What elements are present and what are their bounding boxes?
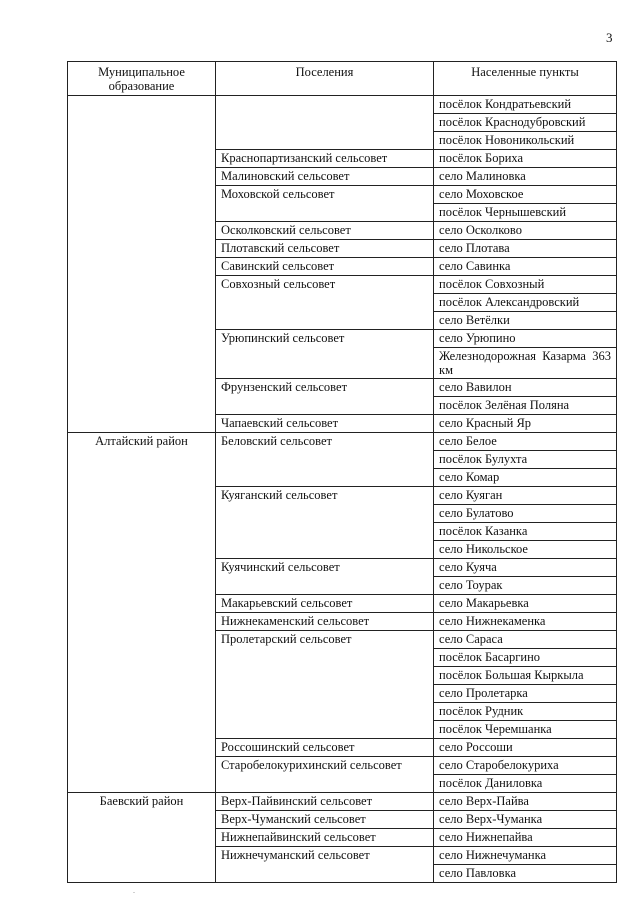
- locality-cell: посёлок Рудник: [434, 703, 617, 721]
- settlement-cell: Малиновский сельсовет: [216, 168, 434, 186]
- locality-cell: село Малиновка: [434, 168, 617, 186]
- settlement-cell: Фрунзенский сельсовет: [216, 379, 434, 415]
- locality-cell: село Вавилон: [434, 379, 617, 397]
- locality-cell: село Савинка: [434, 258, 617, 276]
- locality-cell: посёлок Чернышевский: [434, 204, 617, 222]
- settlement-cell: Нижнекаменский сельсовет: [216, 613, 434, 631]
- locality-cell: село Никольское: [434, 541, 617, 559]
- locality-cell: посёлок Большая Кыркыла: [434, 667, 617, 685]
- locality-cell: Железнодорожная Казарма 363 км: [434, 348, 617, 379]
- locality-cell: посёлок Черемшанка: [434, 721, 617, 739]
- header-settlements: Поселения: [216, 62, 434, 96]
- table-row: [68, 793, 617, 811]
- locality-cell: село Моховское: [434, 186, 617, 204]
- locality-cell: село Нижнепайва: [434, 829, 617, 847]
- locality-cell: посёлок Булухта: [434, 451, 617, 469]
- footer-mark: .: [133, 886, 135, 895]
- settlement-cell: Куяганский сельсовет: [216, 487, 434, 559]
- locality-cell: село Ветёлки: [434, 312, 617, 330]
- settlement-cell: Куячинский сельсовет: [216, 559, 434, 595]
- locality-cell: посёлок Казанка: [434, 523, 617, 541]
- page-number: 3: [606, 30, 613, 45]
- locality-cell: посёлок Новоникольский: [434, 132, 617, 150]
- settlement-cell: Осколковский сельсовет: [216, 222, 434, 240]
- locality-cell: посёлок Басаргино: [434, 649, 617, 667]
- locality-cell: село Сараса: [434, 631, 617, 649]
- header-localities: Населенные пункты: [434, 62, 617, 96]
- settlement-cell: Совхозный сельсовет: [216, 276, 434, 330]
- settlement-cell: Россошинский сельсовет: [216, 739, 434, 757]
- locality-cell: село Куяча: [434, 559, 617, 577]
- locality-cell: село Нижнечуманка: [434, 847, 617, 865]
- locality-cell: село Верх-Чуманка: [434, 811, 617, 829]
- locality-cell: село Павловка: [434, 865, 617, 883]
- locality-cell: посёлок Кондратьевский: [434, 96, 617, 114]
- settlement-cell: Нижнепайвинский сельсовет: [216, 829, 434, 847]
- settlement-cell: Верх-Пайвинский сельсовет: [216, 793, 434, 811]
- settlement-cell: Верх-Чуманский сельсовет: [216, 811, 434, 829]
- settlement-cell: Старобелокурихинский сельсовет: [216, 757, 434, 793]
- municipality-cell: [68, 96, 216, 433]
- settlement-cell: Нижнечуманский сельсовет: [216, 847, 434, 883]
- table-header-row: [68, 62, 617, 96]
- locality-cell: посёлок Зелёная Поляна: [434, 397, 617, 415]
- locality-cell: село Россоши: [434, 739, 617, 757]
- settlement-cell: Савинский сельсовет: [216, 258, 434, 276]
- locality-cell: посёлок Совхозный: [434, 276, 617, 294]
- settlement-cell: Краснопартизанский сельсовет: [216, 150, 434, 168]
- locality-cell: посёлок Бориха: [434, 150, 617, 168]
- locality-cell: село Булатово: [434, 505, 617, 523]
- settlement-cell: Моховской сельсовет: [216, 186, 434, 222]
- locality-cell: село Нижнекаменка: [434, 613, 617, 631]
- settlement-cell: [216, 96, 434, 150]
- header-municipality: Муниципальное образование: [68, 62, 216, 96]
- settlement-cell: Макарьевский сельсовет: [216, 595, 434, 613]
- locality-cell: село Красный Яр: [434, 415, 617, 433]
- table-body: [68, 96, 617, 883]
- locality-cell: село Белое: [434, 433, 617, 451]
- table-row: [68, 96, 617, 114]
- municipality-cell: Баевский район: [68, 793, 216, 883]
- locality-cell: село Старобелокуриха: [434, 757, 617, 775]
- settlement-cell: Плотавский сельсовет: [216, 240, 434, 258]
- locality-cell: посёлок Даниловка: [434, 775, 617, 793]
- table-row: [68, 433, 617, 451]
- locality-cell: село Пролетарка: [434, 685, 617, 703]
- locality-cell: село Макарьевка: [434, 595, 617, 613]
- locality-cell: село Осколково: [434, 222, 617, 240]
- settlement-cell: Пролетарский сельсовет: [216, 631, 434, 739]
- municipality-cell: Алтайский район: [68, 433, 216, 793]
- locality-cell: село Урюпино: [434, 330, 617, 348]
- settlement-cell: Беловский сельсовет: [216, 433, 434, 487]
- settlement-cell: Чапаевский сельсовет: [216, 415, 434, 433]
- settlement-cell: Урюпинский сельсовет: [216, 330, 434, 379]
- locality-cell: село Плотава: [434, 240, 617, 258]
- locality-cell: посёлок Александровский: [434, 294, 617, 312]
- locality-cell: село Верх-Пайва: [434, 793, 617, 811]
- locality-cell: село Куяган: [434, 487, 617, 505]
- settlements-table: [67, 61, 617, 883]
- locality-cell: село Тоурак: [434, 577, 617, 595]
- locality-cell: село Комар: [434, 469, 617, 487]
- locality-cell: посёлок Краснодубровский: [434, 114, 617, 132]
